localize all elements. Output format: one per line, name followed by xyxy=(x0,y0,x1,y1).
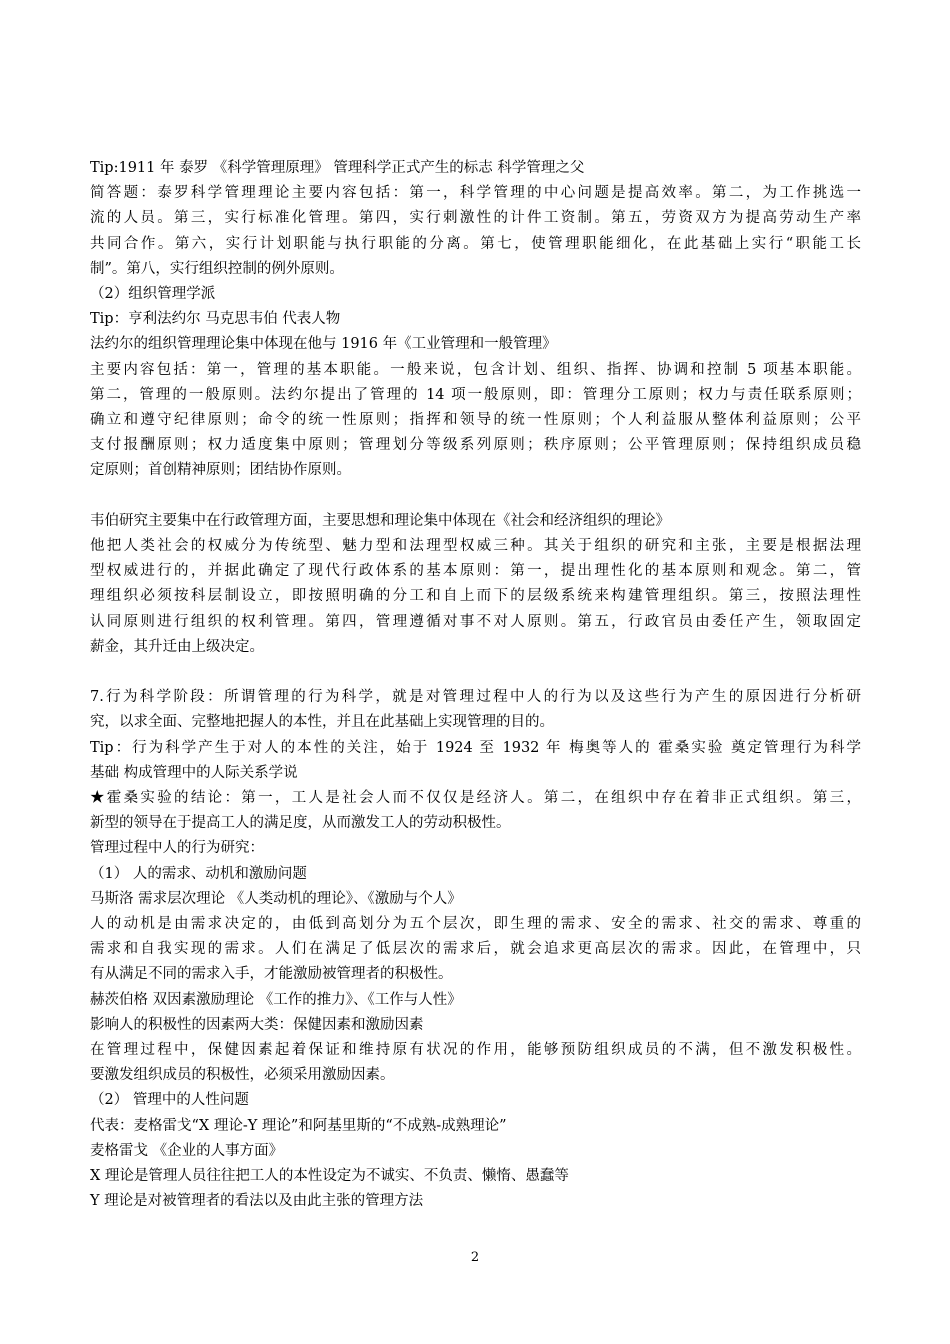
page-number: 2 xyxy=(470,1250,480,1265)
section-heading: （2）组织管理学派 xyxy=(90,286,216,303)
paragraph-line: 在管理过程中，保健因素起着保证和维持原有状况的作用，能够预防组织成员的不满，但不激发积极性。 xyxy=(90,1042,861,1059)
paragraph-line: Y 理论是对被管理者的看法以及由此主张的管理方法 xyxy=(90,1193,424,1210)
paragraph-line: 韦伯研究主要集中在行政管理方面，主要思想和理论集中体现在《社会和经济组织的理论》 xyxy=(90,512,670,529)
document-body xyxy=(90,156,861,1215)
paragraph-line: 有从满足不同的需求入手，才能激励被管理者的积极性。 xyxy=(90,966,453,983)
paragraph-line: 要激发组织成员的积极性，必须采用激励因素。 xyxy=(90,1067,395,1084)
paragraph-line: 麦格雷戈 《企业的人事方面》 xyxy=(90,1142,284,1159)
paragraph-line: 理组织必须按科层制设立，即按照明确的分工和自上而下的层级系统来构建管理组织。第三，按照法理性 xyxy=(90,588,861,605)
paragraph-line: 基础 构成管理中的人际关系学说 xyxy=(90,764,298,781)
paragraph-line: 确立和遵守纪律原则；命令的统一性原则；指挥和领导的统一性原则；个人利益服从整体利益原则；公平 xyxy=(90,412,861,429)
tip-line: Tip：亨利法约尔 马克思韦伯 代表人物 xyxy=(90,311,341,328)
paragraph-line: 马斯洛 需求层次理论 《人类动机的理论》、《激励与个人》 xyxy=(90,890,462,907)
paragraph-line: 制”。第八，实行组织控制的例外原则。 xyxy=(90,260,344,277)
paragraph-line: 管理过程中人的行为研究： xyxy=(90,840,264,857)
paragraph-line: 流的人员。第三，实行标准化管理。第四，实行刺激性的计件工资制。第五，劳资双方为提高劳动生产率 xyxy=(90,210,861,227)
paragraph-line: 定原则；首创精神原则；团结协作原则。 xyxy=(90,462,351,479)
paragraph-line: 支付报酬原则；权力适度集中原则；管理划分等级系列原则；秩序原则；公平管理原则；保持组织成员稳 xyxy=(90,437,861,454)
blank-line xyxy=(90,484,861,509)
blank-line xyxy=(90,660,861,685)
paragraph-line: X 理论是管理人员往往把工人的本性设定为不诚实、不负责、懒惰、愚蠢等 xyxy=(90,1168,569,1185)
paragraph-line: 简答题：泰罗科学管理理论主要内容包括：第一，科学管理的中心问题是提高效率。第二，为工作挑选一 xyxy=(90,185,861,202)
paragraph-line: 型权威进行的，并据此确定了现代行政体系的基本原则：第一，提出理性化的基本原则和观念。第二，管 xyxy=(90,563,861,580)
subsection-heading: （1） 人的需求、动机和激励问题 xyxy=(90,865,307,882)
paragraph-line: 需求和自我实现的需求。人们在满足了低层次的需求后，就会追求更高层次的需求。因此，在管理中，只 xyxy=(90,941,861,958)
paragraph-line: 法约尔的组织管理理论集中体现在他与 1916 年《工业管理和一般管理》 xyxy=(90,336,557,353)
paragraph-line: 他把人类社会的权威分为传统型、魅力型和法理型权威三种。其关于组织的研究和主张，主要是根据法理 xyxy=(90,538,861,555)
paragraph-line: 认同原则进行组织的权利管理。第四，管理遵循对事不对人原则。第五，行政官员由委任产生，领取固定 xyxy=(90,613,861,630)
paragraph-line: 7.行为科学阶段：所谓管理的行为科学，就是对管理过程中人的行为以及这些行为产生的原因进行分析研 xyxy=(90,689,861,706)
paragraph-line: 第二，管理的一般原则。法约尔提出了管理的 14 项一般原则，即：管理分工原则；权力与责任联系原则； xyxy=(90,386,861,403)
paragraph-line: 薪金，其升迁由上级决定。 xyxy=(90,638,264,655)
paragraph-line: 主要内容包括：第一，管理的基本职能。一般来说，包含计划、组织、指挥、协调和控制 5 项基本职能。 xyxy=(90,361,861,378)
paragraph-line: 赫茨伯格 双因素激励理论 《工作的推力》、《工作与人性》 xyxy=(90,991,462,1008)
tip-taylor: Tip:1911 年 泰罗 《科学管理原理》 管理科学正式产生的标志 科学管理之父 xyxy=(90,160,585,176)
paragraph-line: 影响人的积极性的因素两大类：保健因素和激励因素 xyxy=(90,1016,424,1033)
subsection-heading: （2） 管理中的人性问题 xyxy=(90,1092,249,1109)
paragraph-line: 究，以求全面、完整地把握人的本性，并且在此基础上实现管理的目的。 xyxy=(90,714,554,731)
paragraph-line: 新型的领导在于提高工人的满足度，从而激发工人的劳动积极性。 xyxy=(90,815,511,832)
paragraph-line: ★霍桑实验的结论：第一，工人是社会人而不仅仅是经济人。第二，在组织中存在着非正式组织。第三， xyxy=(90,790,861,807)
paragraph-line: 人的动机是由需求决定的，由低到高划分为五个层次，即生理的需求、安全的需求、社交的需求、尊重的 xyxy=(90,916,861,933)
paragraph-line: 共同合作。第六，实行计划职能与执行职能的分离。第七，使管理职能细化，在此基础上实行“职能工长 xyxy=(90,235,861,252)
paragraph-line: 代表：麦格雷戈“X 理论-Y 理论”和阿基里斯的“不成熟-成熟理论” xyxy=(90,1117,507,1134)
tip-line: Tip：行为科学产生于对人的本性的关注，始于 1924 至 1932 年 梅奥等人的 霍桑实验 奠定管理行为科学 xyxy=(90,739,861,756)
